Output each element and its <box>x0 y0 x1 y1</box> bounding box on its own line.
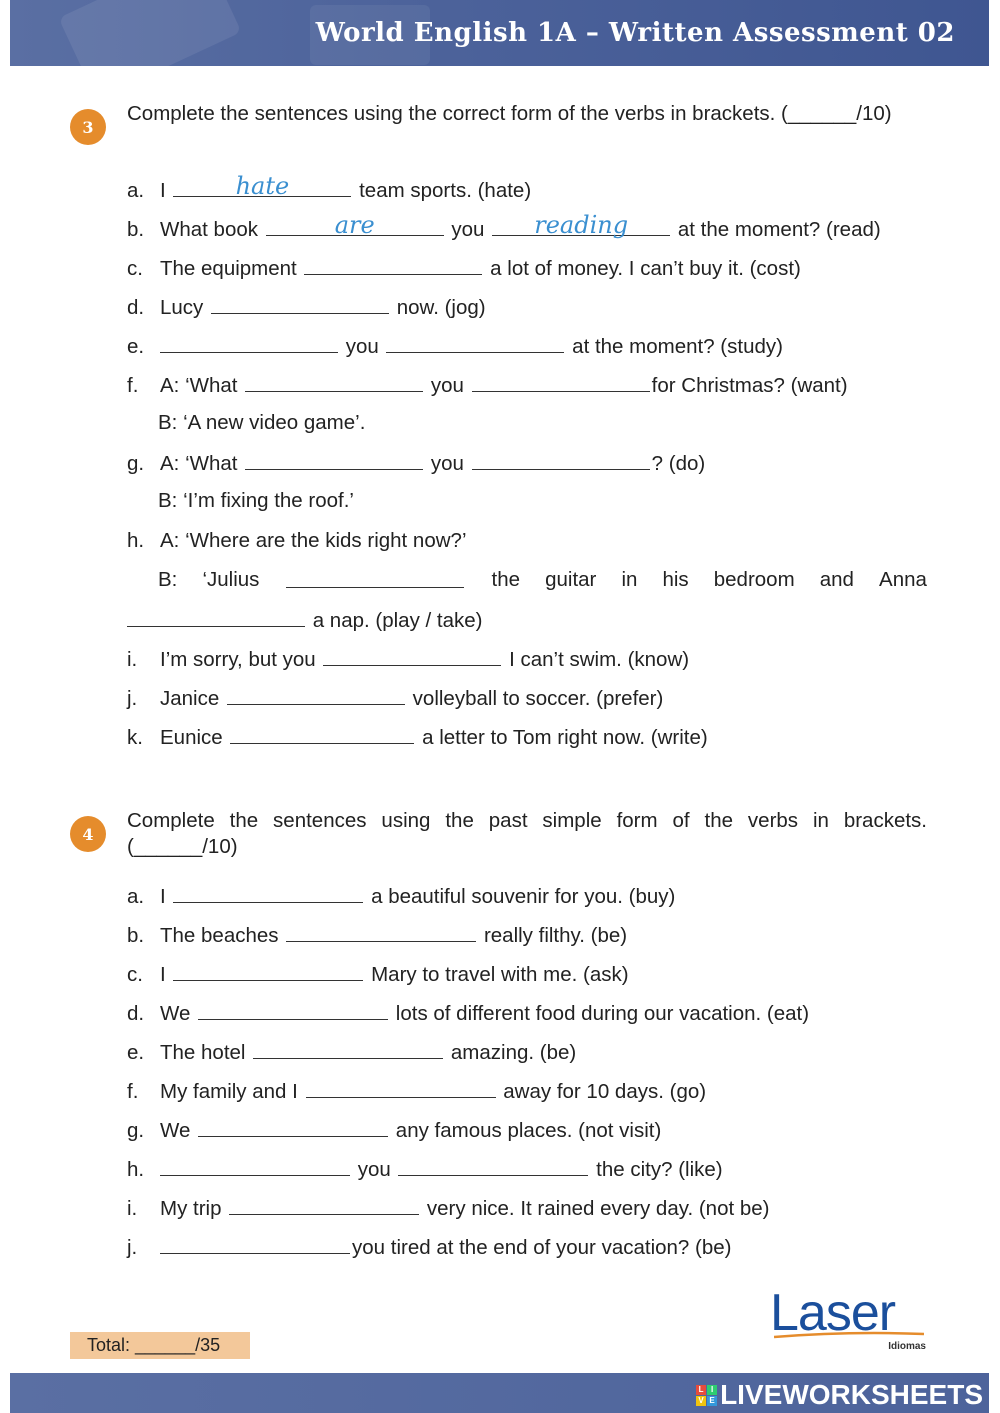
item-label: k. <box>127 726 143 749</box>
item-label: a. <box>127 885 145 908</box>
item-label: g. <box>127 452 145 475</box>
item-text: for Christmas? (want) <box>651 374 848 397</box>
item-text: you <box>430 374 464 397</box>
answer-blank[interactable] <box>286 567 464 588</box>
s4-item-j <box>127 1233 731 1261</box>
answer-blank[interactable] <box>398 1155 588 1176</box>
answer-blank[interactable] <box>472 371 650 392</box>
answer-blank[interactable] <box>198 1116 388 1137</box>
item-label: d. <box>127 1002 145 1025</box>
item-text: any famous places. (not visit) <box>395 1119 662 1142</box>
answer-blank[interactable] <box>211 293 389 314</box>
item-text: The equipment <box>160 257 297 280</box>
item-text: and <box>819 568 854 591</box>
answer-blank[interactable] <box>230 723 414 744</box>
item-label: j. <box>127 1236 138 1259</box>
logo-letter: V <box>696 1396 706 1406</box>
s3-item-b <box>127 211 881 243</box>
logo-letter: I <box>707 1385 717 1395</box>
item-label: f. <box>127 374 139 397</box>
answer-blank[interactable] <box>245 449 423 470</box>
s3-item-h <box>127 528 467 554</box>
logo-wordmark: Laser <box>770 1284 896 1342</box>
header-decoration <box>58 0 241 66</box>
s3-item-a <box>127 172 532 204</box>
item-text: a nap. (play / take) <box>312 609 483 632</box>
item-text: you tired at the end of your vacation? (be) <box>352 1236 732 1259</box>
item-label: h. <box>127 1158 145 1181</box>
item-label: c. <box>127 963 143 986</box>
item-text: at the moment? (study) <box>572 335 783 358</box>
s3-item-k <box>127 723 708 751</box>
item-text: A: ‘What <box>160 452 238 475</box>
item-label: g. <box>127 1119 145 1142</box>
total-score: Total: ______/35 <box>70 1332 250 1359</box>
answer-blank[interactable] <box>173 960 363 981</box>
s3-item-e <box>127 332 783 360</box>
answer-blank[interactable] <box>173 172 351 200</box>
item-label: e. <box>127 1041 145 1064</box>
item-text: What book <box>160 218 258 241</box>
answer-blank[interactable] <box>323 645 501 666</box>
answer-blank[interactable] <box>198 999 388 1020</box>
item-text: a lot of money. I can’t buy it. (cost) <box>490 257 801 280</box>
item-label: b. <box>127 218 145 241</box>
s4-item-f <box>127 1077 706 1105</box>
section-4-instruction: Complete the sentences using the past simple form of the verbs in brackets. (______/10) <box>127 809 927 858</box>
answer-blank[interactable] <box>245 371 423 392</box>
s4-item-d <box>127 999 809 1027</box>
s3-item-h-response <box>158 567 927 593</box>
item-text: A: ‘What <box>160 374 238 397</box>
item-text: B: <box>158 568 178 591</box>
item-text: amazing. (be) <box>450 1041 577 1064</box>
answer-blank[interactable] <box>160 1233 350 1254</box>
handwritten-answer: are <box>334 211 375 239</box>
answer-blank[interactable] <box>286 921 476 942</box>
item-label: h. <box>127 529 145 552</box>
item-text: the city? (like) <box>596 1158 723 1181</box>
section-4-badge: 4 <box>70 816 106 852</box>
answer-blank[interactable] <box>306 1077 496 1098</box>
item-text: guitar <box>545 568 597 591</box>
answer-blank[interactable] <box>266 211 444 239</box>
s3-item-c <box>127 254 801 282</box>
handwritten-answer: reading <box>534 211 629 239</box>
item-text: team sports. (hate) <box>359 179 532 202</box>
item-text: the <box>491 568 521 591</box>
s3-item-h-continued <box>127 606 483 634</box>
item-text: The hotel <box>160 1041 246 1064</box>
answer-blank[interactable] <box>127 606 305 627</box>
item-text: The beaches <box>160 924 279 947</box>
item-text: I <box>160 963 166 986</box>
item-text: A: ‘Where are the kids right now?’ <box>160 529 467 552</box>
s3-item-j <box>127 684 663 712</box>
item-text: lots of different food during our vacation. (eat) <box>395 1002 810 1025</box>
answer-blank[interactable] <box>492 211 670 239</box>
liveworksheets-wordmark: LIVEWORKSHEETS <box>720 1379 983 1410</box>
logo-letter: L <box>696 1385 706 1395</box>
s3-item-g <box>127 449 705 477</box>
item-label: c. <box>127 257 143 280</box>
item-text: I can’t swim. (know) <box>509 648 690 671</box>
item-text: very nice. It rained every day. (not be) <box>426 1197 770 1220</box>
item-text: volleyball to soccer. (prefer) <box>412 687 664 710</box>
item-label: a. <box>127 179 145 202</box>
item-text: his <box>662 568 689 591</box>
item-text: I’m sorry, but you <box>160 648 316 671</box>
item-label: e. <box>127 335 145 358</box>
liveworksheets-logo-icon <box>696 1385 717 1406</box>
item-label: i. <box>127 648 138 671</box>
header-banner <box>10 0 989 66</box>
answer-blank[interactable] <box>160 1155 350 1176</box>
item-text: My trip <box>160 1197 222 1220</box>
item-text: you <box>430 452 464 475</box>
item-text: We <box>160 1119 191 1142</box>
handwritten-answer: hate <box>235 172 290 200</box>
s4-item-h <box>127 1155 723 1183</box>
s4-item-i <box>127 1194 770 1222</box>
answer-blank[interactable] <box>229 1194 419 1215</box>
item-text: now. (jog) <box>396 296 486 319</box>
item-text: I <box>160 885 166 908</box>
item-text: Eunice <box>160 726 223 749</box>
answer-blank[interactable] <box>304 254 482 275</box>
item-text: you <box>345 335 379 358</box>
answer-blank[interactable] <box>160 332 338 353</box>
item-label: d. <box>127 296 145 319</box>
item-label: j. <box>127 687 138 710</box>
s4-item-a <box>127 882 675 910</box>
answer-blank[interactable] <box>173 882 363 903</box>
section-3-badge: 3 <box>70 109 106 145</box>
answer-blank[interactable] <box>472 449 650 470</box>
logo-swoosh-icon <box>774 1331 924 1339</box>
item-text: in <box>621 568 638 591</box>
answer-blank[interactable] <box>386 332 564 353</box>
item-text: Anna <box>879 568 927 591</box>
footer-banner <box>10 1373 989 1413</box>
section-3-instruction: Complete the sentences using the correct form of the verbs in brackets. (______/10) <box>127 102 892 125</box>
s3-item-f <box>127 371 848 399</box>
s4-item-e <box>127 1038 576 1066</box>
item-text: a beautiful souvenir for you. (buy) <box>371 885 676 908</box>
item-text: bedroom <box>713 568 795 591</box>
s3-item-g-response: B: ‘I’m fixing the roof.’ <box>158 489 354 512</box>
s4-item-g <box>127 1116 661 1144</box>
item-text: I <box>160 179 166 202</box>
item-text: you <box>357 1158 391 1181</box>
item-text: at the moment? (read) <box>677 218 881 241</box>
item-text: My family and I <box>160 1080 298 1103</box>
item-text: away for 10 days. (go) <box>503 1080 707 1103</box>
s3-item-i <box>127 645 689 673</box>
logo-letter: E <box>707 1396 717 1406</box>
item-label: f. <box>127 1080 139 1103</box>
item-text: ‘Julius <box>202 568 260 591</box>
logo-subtitle: Idiomas <box>888 1341 926 1352</box>
item-text: you <box>451 218 485 241</box>
item-label: i. <box>127 1197 138 1220</box>
item-text: really filthy. (be) <box>483 924 628 947</box>
item-text: We <box>160 1002 191 1025</box>
item-text: Lucy <box>160 296 204 319</box>
item-text: Mary to travel with me. (ask) <box>371 963 629 986</box>
item-text: a letter to Tom right now. (write) <box>422 726 708 749</box>
page-title: World English 1A – Written Assessment 02 <box>315 18 955 48</box>
item-text: ? (do) <box>651 452 706 475</box>
item-label: b. <box>127 924 145 947</box>
answer-blank[interactable] <box>227 684 405 705</box>
liveworksheets-brand <box>696 1379 983 1411</box>
s4-item-b <box>127 921 627 949</box>
s4-item-c <box>127 960 629 988</box>
laser-logo <box>770 1283 930 1353</box>
answer-blank[interactable] <box>253 1038 443 1059</box>
item-text: Janice <box>160 687 220 710</box>
s3-item-f-response: B: ‘A new video game’. <box>158 411 366 434</box>
s3-item-d <box>127 293 486 321</box>
